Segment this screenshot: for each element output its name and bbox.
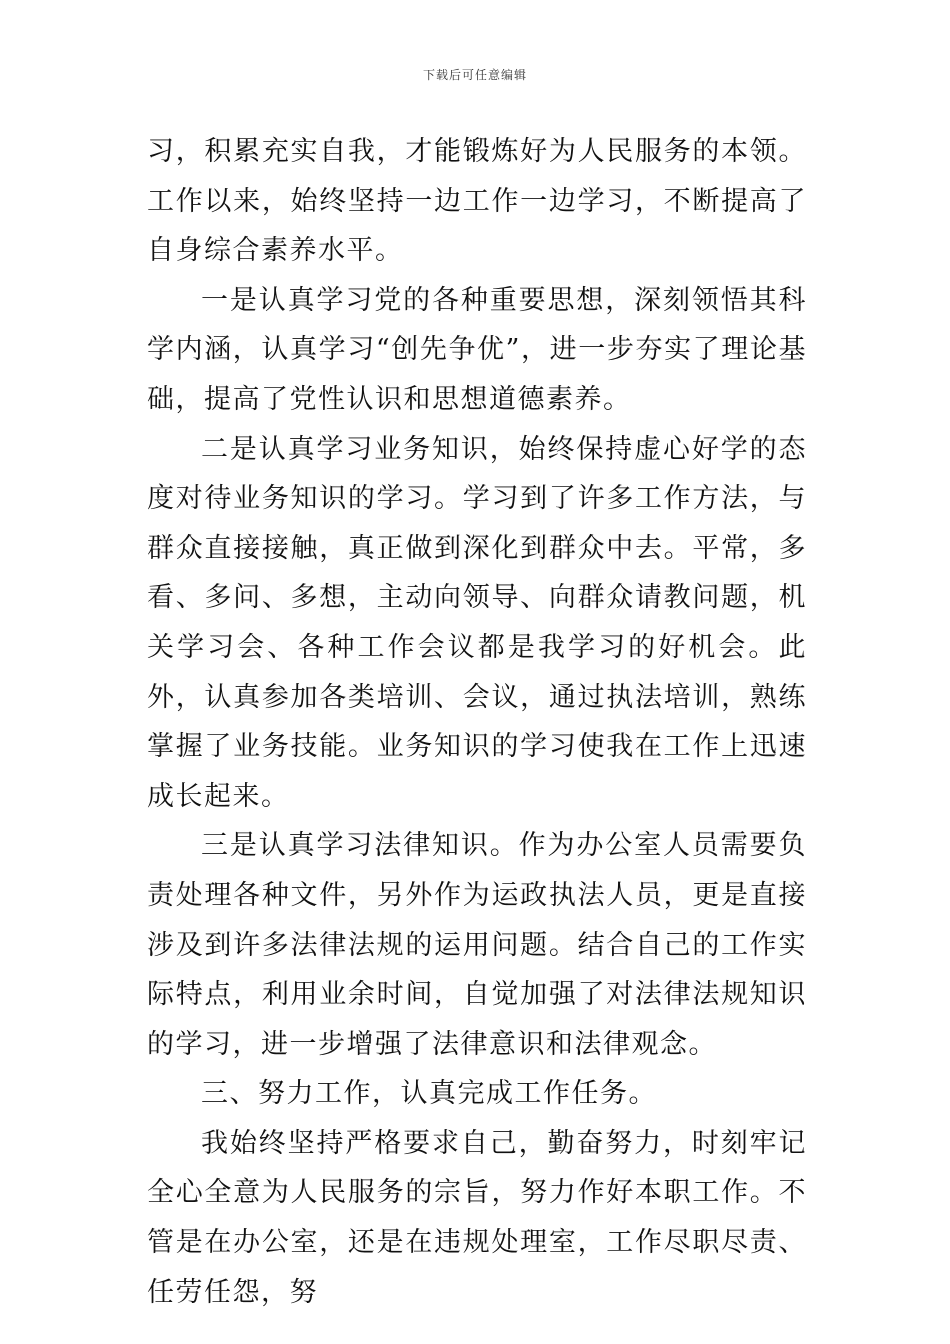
header-note: 下载后可任意编辑: [422, 68, 527, 82]
paragraph-party-study: 一是认真学习党的各种重要思想，深刻领悟其科学内涵，认真学习“创先争优”，进一步夯实了理论基础，提高了党性认识和思想道德素养。: [147, 284, 807, 415]
paragraph-continuation: 习，积累充实自我，才能锻炼好为人民服务的本领。工作以来，始终坚持一边工作一边学习，不断提高了自身综合素养水平。: [147, 136, 807, 267]
section-heading-work: 三、努力工作，认真完成工作任务。: [201, 1078, 657, 1110]
paragraph-business-study: 二是认真学习业务知识，始终保持虚心好学的态度对待业务知识的学习。学习到了许多工作方法，与群众直接接触，真正做到深化到群众中去。平常，多看、多问、多想，主动向领导、向群众请教问题，机关学习会、各种工作会议都是我学习的好机会。此外，认真参加各类培训、会议，通过执法培训，熟练掌握了业务技能。业务知识的学习使我在工作上迅速成长起来。: [147, 433, 807, 812]
document-body: [147, 127, 807, 1317]
paragraph-law-study: 三是认真学习法律知识。作为办公室人员需要负责处理各种文件，另外作为运政执法人员，更是直接涉及到许多法律法规的运用问题。结合自己的工作实际特点，利用业余时间，自觉加强了对法律法规知识的学习，进一步增强了法律意识和法律观念。: [147, 830, 807, 1060]
paragraph-work-duties: 我始终坚持严格要求自己，勤奋努力，时刻牢记全心全意为人民服务的宗旨，努力作好本职工作。不管是在办公室，还是在违规处理室，工作尽职尽责、任劳任怨，努: [147, 1127, 807, 1308]
